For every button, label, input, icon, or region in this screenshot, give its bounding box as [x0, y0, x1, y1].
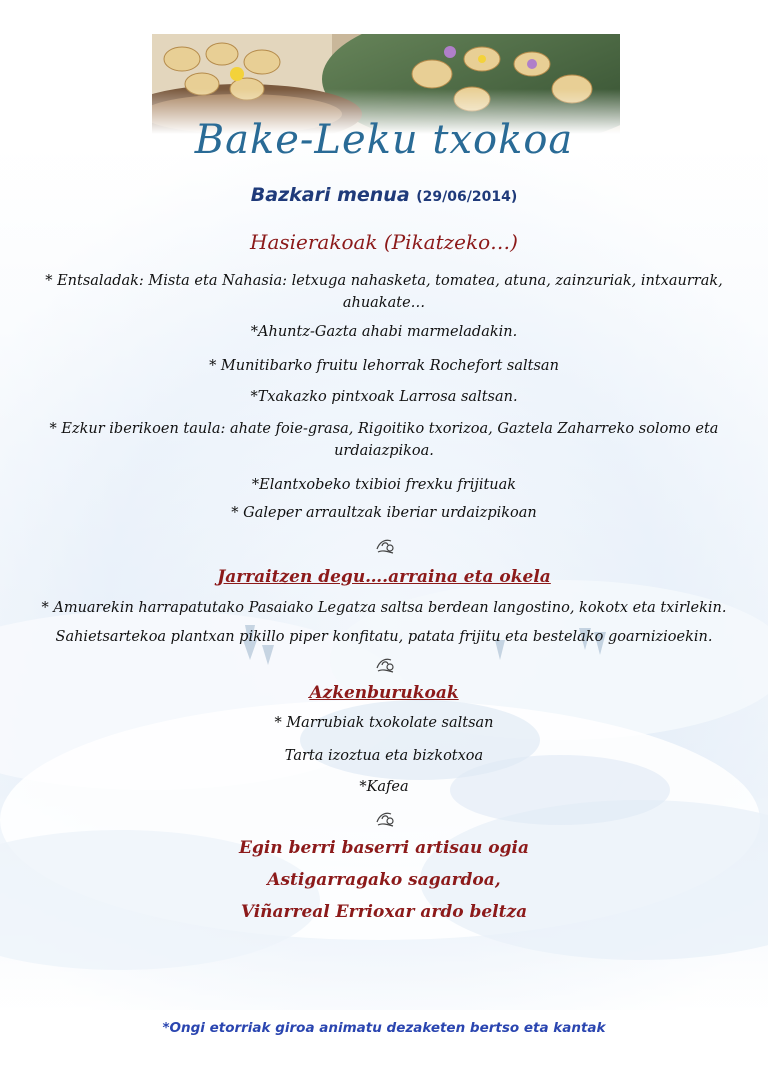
floral-ornament-icon [374, 808, 396, 828]
starter-item: * Ezkur iberikoen taula: ahate foie-grasa, Rigoitiko txorizoa, Gaztela Zaharreko solomo eta urdaiazpikoa. [49, 421, 719, 459]
dessert-item: Tarta izoztua eta bizkotxoa [284, 748, 484, 764]
drink-item: Egin berri baserri artisau ogia [239, 838, 529, 858]
page-title: Bake-Leku txokoa [194, 117, 574, 163]
menu-date: (29/06/2014) [416, 189, 518, 205]
starter-item: * Galeper arraultzak iberiar urdaizpikoan [231, 505, 537, 521]
main-item: Sahietsartekoa plantxan pikillo piper konfitatu, patata frijitu eta bestelako goarnizioekin. [55, 629, 713, 645]
dessert-item: *Kafea [359, 779, 409, 795]
starter-item: * Entsaladak: Mista eta Nahasia: letxuga nahasketa, tomatea, atuna, zainzuriak, intxaurrak, ahuakate… [45, 273, 723, 311]
mains-heading: Jarraitzen degu….arraina eta okela [217, 567, 551, 587]
starter-item: *Ahuntz-Gazta ahabi marmeladakin. [250, 324, 518, 340]
dessert-item: * Marrubiak txokolate saltsan [274, 715, 494, 731]
starter-item: * Munitibarko fruitu lehorrak Rochefort saltsan [209, 358, 559, 374]
menu-subtitle [0, 184, 768, 206]
starter-item: *Elantxobeko txibioi frexku frijituak [251, 477, 517, 493]
desserts-heading: Azkenburukoak [309, 683, 459, 703]
starters-heading: Hasierakoak (Pikatzeko…) [250, 230, 518, 254]
menu-label: Bazkari menua [250, 184, 410, 206]
drink-item: Viñarreal Errioxar ardo beltza [240, 902, 528, 922]
starter-item: *Txakazko pintxoak Larrosa saltsan. [250, 389, 518, 405]
floral-ornament-icon [374, 654, 396, 674]
drink-item: Astigarragako sagardoa, [267, 870, 501, 890]
main-item: * Amuarekin harrapatutako Pasaiako Legatza saltsa berdean langostino, kokotx eta txirlekin. [41, 600, 727, 616]
floral-ornament-icon [374, 535, 396, 555]
footer-note: *Ongi etorriak giroa animatu dezaketen bertso eta kantak [162, 1020, 606, 1036]
